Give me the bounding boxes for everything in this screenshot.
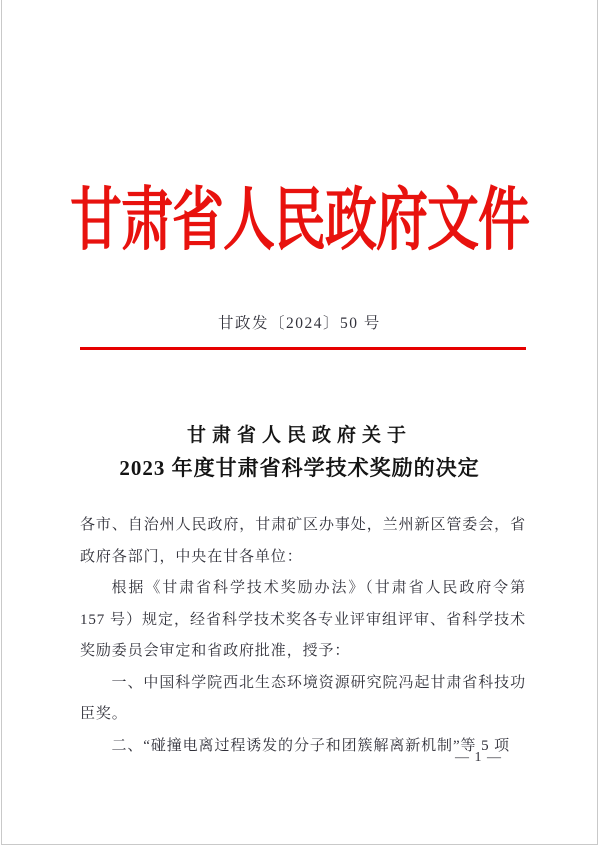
paragraph-item-1: 一、中国科学院西北生态环境资源研究院冯起甘肃省科技功臣奖。 (80, 674, 526, 722)
paragraph-salutation: 各市、自治州人民政府，甘肃矿区办事处，兰州新区管委会，省政府各部门，中央在甘各单位： (80, 517, 526, 565)
page-number: — 1 — (455, 750, 502, 765)
document-number: 甘政发〔2024〕50 号 (218, 315, 381, 332)
red-divider-rule (80, 347, 526, 350)
document-page (1, 0, 598, 845)
banner-title-text: 甘肃省人民政府文件 (69, 184, 529, 260)
document-body (80, 510, 526, 762)
paragraph-basis: 根据《甘肃省科学技术奖励办法》（甘肃省人民政府令第 157 号）规定，经省科学技术奖各专业评审组评审、省科学技术奖励委员会审定和省政府批准，授予： (80, 580, 526, 659)
document-title-line2: 2023 年度甘肃省科学技术奖励的决定 (119, 456, 480, 480)
paragraph-item-2: 二、“碰撞电离过程诱发的分子和团簇解离新机制”等 5 项 (111, 737, 511, 754)
banner-title (2, 184, 597, 260)
document-title-line1: 甘肃省人民政府关于 (186, 425, 412, 446)
